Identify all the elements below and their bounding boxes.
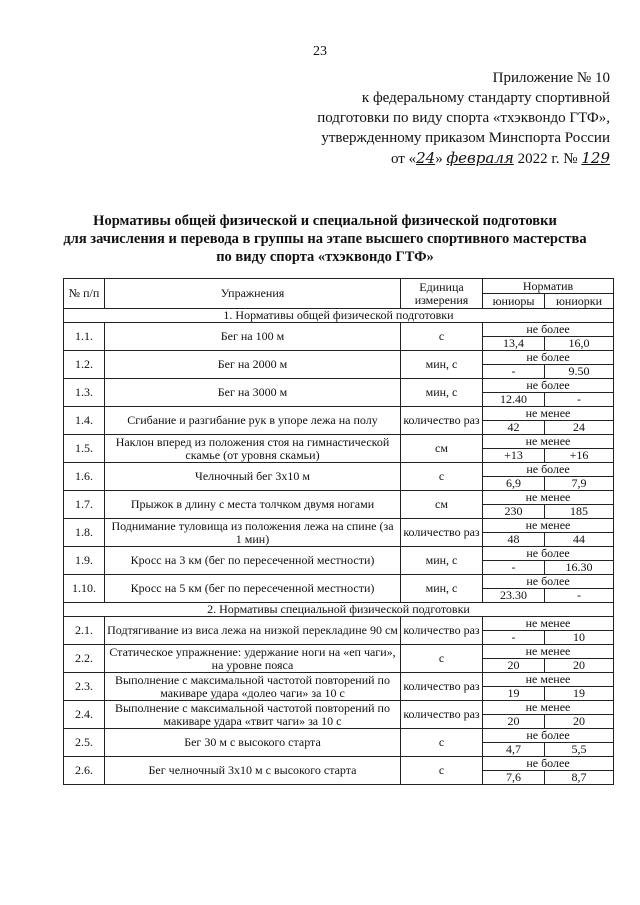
value-juniors-f: 24: [545, 421, 614, 435]
value-juniors-f: +16: [545, 449, 614, 463]
value-juniors-m: 7,6: [483, 771, 545, 785]
order-number-handwritten: 129: [581, 149, 610, 167]
header-juniors-m: юниоры: [483, 294, 545, 309]
row-norm-label: не более: [483, 379, 614, 393]
row-number: 1.9.: [64, 547, 105, 575]
value-juniors-m: 6,9: [483, 477, 545, 491]
section-row: [64, 309, 614, 323]
document-title: [30, 212, 620, 266]
row-exercise: Сгибание и разгибание рук в упоре лежа на полу: [105, 407, 401, 435]
row-number: 1.6.: [64, 463, 105, 491]
row-exercise: Бег на 2000 м: [105, 351, 401, 379]
table-row: [64, 547, 614, 561]
value-juniors-m: 20: [483, 659, 545, 673]
row-unit: количество раз: [401, 617, 483, 645]
header-unit: Единица измерения: [401, 279, 483, 309]
row-norm-label: не менее: [483, 701, 614, 715]
header-exercise: Упражнения: [105, 279, 401, 309]
table-row: [64, 323, 614, 337]
table-row: [64, 617, 614, 631]
row-unit: с: [401, 463, 483, 491]
row-exercise: Кросс на 3 км (бег по пересеченной местности): [105, 547, 401, 575]
row-exercise: Наклон вперед из положения стоя на гимнастической скамье (от уровня скамьи): [105, 435, 401, 463]
annex-line-1: Приложение № 10: [492, 70, 610, 86]
row-norm-label: не менее: [483, 491, 614, 505]
row-number: 1.8.: [64, 519, 105, 547]
value-juniors-m: 23.30: [483, 589, 545, 603]
value-juniors-f: 5,5: [545, 743, 614, 757]
row-number: 2.6.: [64, 757, 105, 785]
row-unit: с: [401, 757, 483, 785]
section-row: [64, 603, 614, 617]
header-juniors-f: юниорки: [545, 294, 614, 309]
table-row: [64, 729, 614, 743]
row-number: 2.1.: [64, 617, 105, 645]
value-juniors-f: 19: [545, 687, 614, 701]
row-number: 2.5.: [64, 729, 105, 757]
row-number: 2.3.: [64, 673, 105, 701]
section-title: 2. Нормативы специальной физической подготовки: [64, 603, 614, 617]
value-juniors-m: -: [483, 365, 545, 379]
row-unit: мин, с: [401, 379, 483, 407]
row-norm-label: не более: [483, 547, 614, 561]
value-juniors-m: 13,4: [483, 337, 545, 351]
row-norm-label: не более: [483, 463, 614, 477]
value-juniors-f: -: [545, 589, 614, 603]
annex-line-3: подготовки по виду спорта «тхэквондо ГТФ»,: [317, 110, 610, 126]
page-number: 23: [313, 44, 327, 59]
table-row: [64, 463, 614, 477]
value-juniors-f: 9.50: [545, 365, 614, 379]
table-row: [64, 673, 614, 687]
table-row: [64, 491, 614, 505]
row-number: 1.3.: [64, 379, 105, 407]
value-juniors-m: 20: [483, 715, 545, 729]
value-juniors-f: 8,7: [545, 771, 614, 785]
row-norm-label: не менее: [483, 519, 614, 533]
row-norm-label: не менее: [483, 407, 614, 421]
row-number: 2.2.: [64, 645, 105, 673]
value-juniors-f: 20: [545, 659, 614, 673]
row-number: 1.7.: [64, 491, 105, 519]
value-juniors-m: 12.40: [483, 393, 545, 407]
row-exercise: Бег на 3000 м: [105, 379, 401, 407]
row-norm-label: не менее: [483, 645, 614, 659]
table-row: [64, 645, 614, 659]
row-unit: количество раз: [401, 407, 483, 435]
value-juniors-f: 7,9: [545, 477, 614, 491]
row-exercise: Челночный бег 3х10 м: [105, 463, 401, 491]
row-unit: с: [401, 645, 483, 673]
annex-date-line: [317, 148, 610, 169]
row-unit: мин, с: [401, 575, 483, 603]
table-row: [64, 757, 614, 771]
row-exercise: Выполнение с максимальной частотой повторений по макиваре удара «долео чаги» за 10 с: [105, 673, 401, 701]
row-unit: мин, с: [401, 351, 483, 379]
value-juniors-f: -: [545, 393, 614, 407]
row-exercise: Выполнение с максимальной частотой повторений по макиваре удара «твит чаги» за 10 с: [105, 701, 401, 729]
annex-line-4: утвержденному приказом Минспорта России: [321, 130, 610, 146]
row-exercise: Бег 30 м с высокого старта: [105, 729, 401, 757]
row-norm-label: не более: [483, 323, 614, 337]
value-juniors-f: 20: [545, 715, 614, 729]
row-unit: см: [401, 491, 483, 519]
table-row: [64, 701, 614, 715]
row-exercise: Подтягивание из виса лежа на низкой перекладине 90 см: [105, 617, 401, 645]
title-line-3: по виду спорта «тхэквондо ГТФ»: [216, 249, 434, 265]
row-norm-label: не менее: [483, 435, 614, 449]
header-norm: Норматив: [483, 279, 614, 294]
value-juniors-m: +13: [483, 449, 545, 463]
row-norm-label: не более: [483, 729, 614, 743]
row-unit: количество раз: [401, 673, 483, 701]
row-norm-label: не более: [483, 351, 614, 365]
row-norm-label: не менее: [483, 673, 614, 687]
date-prefix: от «: [390, 151, 417, 167]
value-juniors-m: 48: [483, 533, 545, 547]
row-number: 2.4.: [64, 701, 105, 729]
row-number: 1.2.: [64, 351, 105, 379]
annex-line-2: к федеральному стандарту спортивной: [361, 90, 610, 106]
date-mid: »: [435, 151, 447, 167]
annex-block: [317, 68, 610, 169]
row-norm-label: не менее: [483, 617, 614, 631]
table-body: [64, 309, 614, 785]
value-juniors-m: -: [483, 561, 545, 575]
row-unit: количество раз: [401, 701, 483, 729]
row-unit: с: [401, 323, 483, 351]
value-juniors-m: 230: [483, 505, 545, 519]
row-number: 1.4.: [64, 407, 105, 435]
table-row: [64, 351, 614, 365]
date-month-handwritten: февраля: [446, 149, 514, 167]
row-exercise: Бег на 100 м: [105, 323, 401, 351]
row-number: 1.1.: [64, 323, 105, 351]
value-juniors-f: 44: [545, 533, 614, 547]
row-exercise: Бег челночный 3х10 м с высокого старта: [105, 757, 401, 785]
row-unit: количество раз: [401, 519, 483, 547]
value-juniors-m: 19: [483, 687, 545, 701]
row-norm-label: не более: [483, 575, 614, 589]
row-exercise: Статическое упражнение: удержание ноги на «еп чаги», на уровне пояса: [105, 645, 401, 673]
section-title: 1. Нормативы общей физической подготовки: [64, 309, 614, 323]
row-unit: см: [401, 435, 483, 463]
table-row: [64, 379, 614, 393]
value-juniors-f: 185: [545, 505, 614, 519]
row-exercise: Поднимание туловища из положения лежа на спине (за 1 мин): [105, 519, 401, 547]
title-line-2: для зачисления и перевода в группы на этапе высшего спортивного мастерства: [63, 231, 587, 247]
row-exercise: Прыжок в длину с места толчком двумя ногами: [105, 491, 401, 519]
value-juniors-f: 16.30: [545, 561, 614, 575]
row-exercise: Кросс на 5 км (бег по пересеченной местности): [105, 575, 401, 603]
row-unit: с: [401, 729, 483, 757]
value-juniors-m: 4,7: [483, 743, 545, 757]
row-number: 1.5.: [64, 435, 105, 463]
norms-table: [63, 278, 614, 785]
value-juniors-f: 10: [545, 631, 614, 645]
value-juniors-f: 16,0: [545, 337, 614, 351]
table-row: [64, 575, 614, 589]
date-year: 2022 г. №: [513, 151, 582, 167]
row-unit: мин, с: [401, 547, 483, 575]
date-day-handwritten: 24: [416, 149, 436, 167]
row-number: 1.10.: [64, 575, 105, 603]
row-norm-label: не более: [483, 757, 614, 771]
table-row: [64, 435, 614, 449]
header-num: № п/п: [64, 279, 105, 309]
value-juniors-m: -: [483, 631, 545, 645]
value-juniors-m: 42: [483, 421, 545, 435]
table-row: [64, 407, 614, 421]
table-row: [64, 519, 614, 533]
title-line-1: Нормативы общей физической и специальной физической подготовки: [93, 213, 557, 229]
